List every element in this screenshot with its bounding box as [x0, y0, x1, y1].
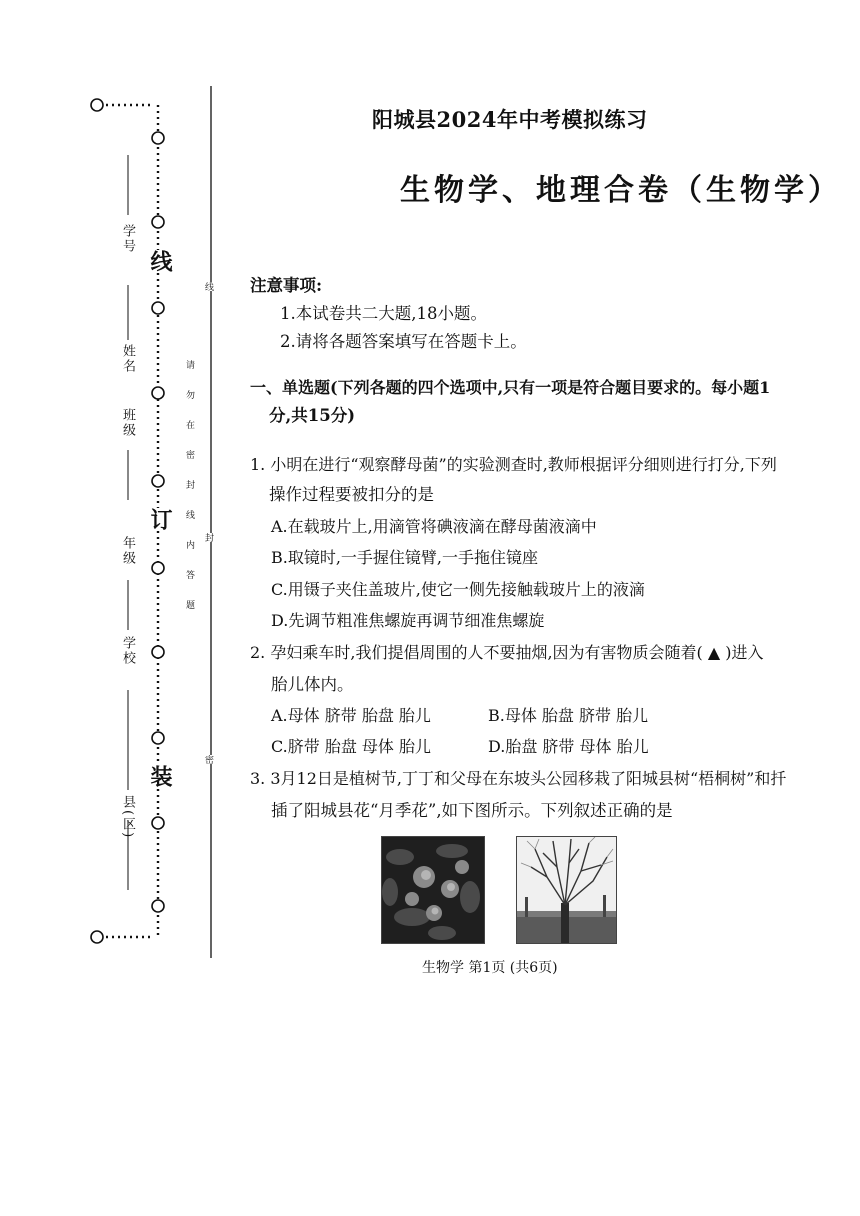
q2-option-b: B.母体 胎盘 脐带 胎儿 — [488, 706, 649, 725]
section1-heading-2: 分,共15分) — [269, 406, 356, 425]
field-school: 学校 — [120, 636, 135, 666]
page-footer: 生物学 第1页 (共6页) — [422, 960, 558, 976]
notice-heading: 注意事项: — [250, 276, 323, 295]
cut-char-bind: 订 — [145, 508, 176, 530]
inner-char-line: 线 — [203, 282, 213, 291]
seal-warning: 请勿在密封线内答题 — [184, 360, 194, 630]
q1-option-c: C.用镊子夹住盖玻片,使它一侧先接触载玻片上的液滴 — [271, 580, 645, 599]
question-3-cont: 插了阳城县花“月季花”,如下图所示。下列叙述正确的是 — [271, 801, 673, 820]
field-name: 姓名 — [120, 344, 135, 374]
exam-title: 阳城县2024年中考模拟练习 — [372, 107, 648, 132]
field-county: 县(区) — [120, 795, 135, 840]
exam-subtitle: 生物学、地理合卷（生物学） — [400, 173, 842, 208]
question-3: 3. 3月12日是植树节,丁丁和父母在东坡头公园移栽了阳城县树“梧桐树”和扦 — [250, 769, 787, 788]
notice-item-2: 2.请将各题答案填写在答题卡上。 — [280, 332, 527, 351]
q2-option-d: D.胎盘 脐带 母体 胎儿 — [488, 737, 649, 756]
q1-option-a: A.在载玻片上,用滴管将碘液滴在酵母菌液滴中 — [271, 517, 597, 536]
inner-char-secret: 密 — [203, 755, 213, 764]
cut-char-staple: 装 — [145, 765, 176, 787]
field-student-id: 学号 — [120, 224, 135, 254]
section1-heading: 一、单选题(下列各题的四个选项中,只有一项是符合题目要求的。每小题1 — [250, 378, 771, 397]
cut-char-line: 线 — [145, 250, 176, 272]
q1-option-b: B.取镜时,一手握住镜臂,一手拖住镜座 — [271, 548, 539, 567]
field-class: 班级 — [120, 408, 135, 438]
q1-option-d: D.先调节粗准焦螺旋再调节细准焦螺旋 — [271, 611, 545, 630]
field-grade: 年级 — [120, 536, 135, 566]
tree-photo — [516, 836, 617, 944]
notice-item-1: 1.本试卷共二大题,18小题。 — [280, 304, 487, 323]
q2-option-a: A.母体 脐带 胎盘 胎儿 — [271, 706, 431, 725]
q2-option-c: C.脐带 胎盘 母体 胎儿 — [271, 737, 432, 756]
question-1: 1. 小明在进行“观察酵母菌”的实验测查时,教师根据评分细则进行打分,下列 — [250, 455, 777, 474]
question-2: 2. 孕妇乘车时,我们提倡周围的人不要抽烟,因为有害物质会随着( ▲ )进入 — [250, 643, 764, 662]
rose-photo — [381, 836, 485, 944]
inner-char-seal: 封 — [203, 533, 213, 542]
question-1-cont: 操作过程要被扣分的是 — [269, 485, 434, 504]
question-2-cont: 胎儿体内。 — [271, 675, 354, 694]
